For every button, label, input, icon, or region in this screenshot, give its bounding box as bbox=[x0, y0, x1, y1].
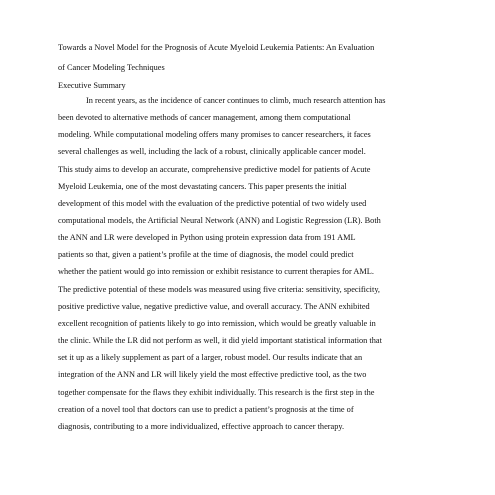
body-line-18: together compensate for the flaws they exhibit individually. This research is the first step in the bbox=[58, 388, 375, 397]
body-line-16: set it up as a likely supplement as part of a larger, robust model. Our results indicate that an bbox=[58, 353, 363, 362]
body-line-10: patients so that, given a patient’s profile at the time of diagnosis, the model could predict bbox=[58, 250, 354, 259]
body-line-6: Myeloid Leukemia, one of the most devastating cancers. This paper presents the initial bbox=[58, 182, 347, 191]
document-title-line-1: Towards a Novel Model for the Prognosis of Acute Myeloid Leukemia Patients: An Evaluation bbox=[58, 43, 375, 52]
body-line-8: computational models, the Artificial Neural Network (ANN) and Logistic Regression (LR). Both bbox=[58, 216, 381, 225]
section-heading: Executive Summary bbox=[58, 81, 126, 90]
body-line-4: several challenges as well, including the lack of a robust, clinically applicable cancer model. bbox=[58, 147, 366, 156]
document-title-line-2: of Cancer Modeling Techniques bbox=[58, 63, 165, 72]
body-line-2: been devoted to alternative methods of cancer management, among them computational bbox=[58, 113, 351, 122]
body-line-14: excellent recognition of patients likely to go into remission, which would be greatly valuable in bbox=[58, 319, 376, 328]
body-line-7: development of this model with the evaluation of the predictive potential of two widely used bbox=[58, 199, 367, 208]
body-line-1: In recent years, as the incidence of cancer continues to climb, much research attention has bbox=[86, 96, 386, 105]
body-line-20: diagnosis, contributing to a more individualized, effective approach to cancer therapy. bbox=[58, 422, 345, 431]
body-line-12: The predictive potential of these models was measured using five criteria: sensitivity, specificity, bbox=[58, 285, 381, 294]
body-line-13: positive predictive value, negative predictive value, and overall accuracy. The ANN exhibited bbox=[58, 302, 370, 311]
body-line-5: This study aims to develop an accurate, comprehensive predictive model for patients of Acute bbox=[58, 165, 371, 174]
body-line-3: modeling. While computational modeling offers many promises to cancer researchers, it faces bbox=[58, 130, 371, 139]
body-line-17: integration of the ANN and LR will likely yield the most effective predictive tool, as the two bbox=[58, 370, 367, 379]
body-line-15: the clinic. While the LR did not perform as well, it did yield important statistical information that bbox=[58, 336, 382, 345]
body-line-9: the ANN and LR were developed in Python using protein expression data from 191 AML bbox=[58, 233, 356, 242]
body-line-19: creation of a novel tool that doctors can use to predict a patient’s prognosis at the time of bbox=[58, 405, 354, 414]
body-line-11: whether the patient would go into remission or exhibit resistance to current therapies for AML. bbox=[58, 267, 374, 276]
